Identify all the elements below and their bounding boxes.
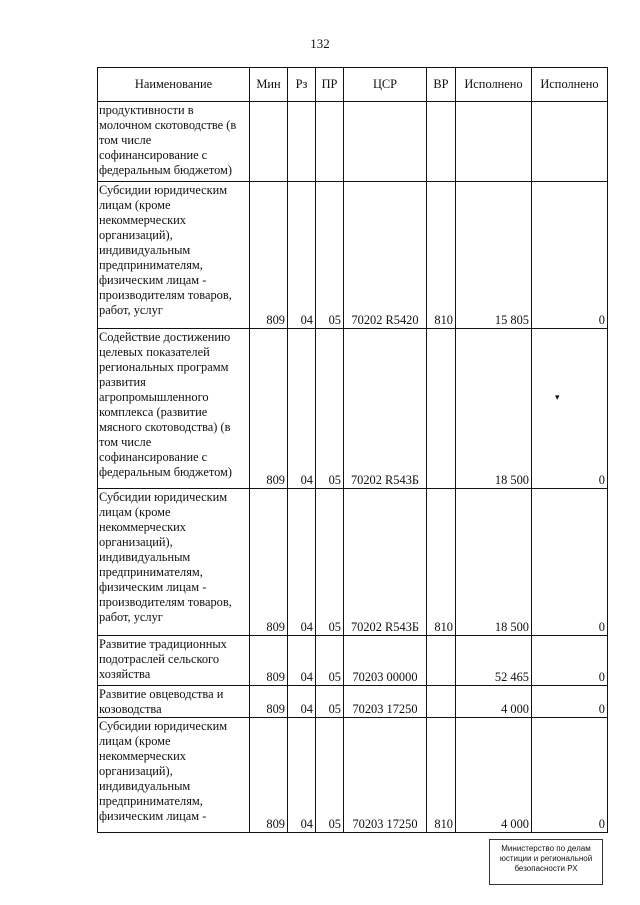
header-rz: Рз: [288, 68, 316, 102]
row-vr: 810: [427, 489, 456, 636]
stamp-line: юстиции и региональной: [499, 854, 593, 863]
table-row: [98, 686, 608, 718]
row-executed-1: 4 000: [456, 686, 532, 718]
row-executed-1: 18 500: [456, 329, 532, 489]
row-csr: 70203 17250: [344, 718, 427, 833]
row-vr: [427, 636, 456, 686]
row-csr: 70202 R543Б: [344, 329, 427, 489]
row-name: Субсидии юридическим лицам (кроме некоммерческих организаций), индивидуальным предпринимателям, физическим лицам -: [98, 718, 250, 833]
row-executed-2: 0: [532, 718, 608, 833]
header-min: Мин: [250, 68, 288, 102]
row-min: 809: [250, 718, 288, 833]
row-rz: [288, 102, 316, 182]
row-name: Субсидии юридическим лицам (кроме некоммерческих организаций), индивидуальным предпринимателям, физическим лицам - производителям товаров, работ, услуг: [98, 489, 250, 636]
row-executed-1: 4 000: [456, 718, 532, 833]
table-row: [98, 636, 608, 686]
row-executed-1: 52 465: [456, 636, 532, 686]
row-name: продуктивности в молочном скотоводстве (в том числе софинансирование с федеральным бюджетом): [98, 102, 250, 182]
row-vr: 810: [427, 182, 456, 329]
row-rz: 04: [288, 636, 316, 686]
row-pr: 05: [316, 718, 344, 833]
row-rz: 04: [288, 182, 316, 329]
row-csr: [344, 102, 427, 182]
header-executed-1: Исполнено: [456, 68, 532, 102]
row-executed-1: 18 500: [456, 489, 532, 636]
row-vr: 810: [427, 718, 456, 833]
table-header-row: [98, 68, 608, 102]
stray-mark: ▾: [555, 392, 560, 402]
row-executed-2: 0: [532, 329, 608, 489]
row-min: 809: [250, 686, 288, 718]
header-pr: ПР: [316, 68, 344, 102]
row-pr: [316, 102, 344, 182]
row-csr: 70202 R543Б: [344, 489, 427, 636]
table-row: [98, 489, 608, 636]
row-csr: 70203 17250: [344, 686, 427, 718]
row-min: 809: [250, 636, 288, 686]
row-rz: 04: [288, 718, 316, 833]
table-row: [98, 718, 608, 833]
row-vr: [427, 686, 456, 718]
row-executed-2: 0: [532, 182, 608, 329]
row-min: 809: [250, 329, 288, 489]
row-name: Развитие овцеводства и козоводства: [98, 686, 250, 718]
row-rz: 04: [288, 329, 316, 489]
row-name: Субсидии юридическим лицам (кроме некоммерческих организаций), индивидуальным предпринимателям, физическим лицам - производителям товаров, работ, услуг: [98, 182, 250, 329]
budget-table: [97, 67, 608, 833]
row-pr: 05: [316, 686, 344, 718]
row-min: 809: [250, 489, 288, 636]
header-vr: ВР: [427, 68, 456, 102]
stamp-line: безопасности РХ: [514, 864, 578, 873]
stamp-line: Министерство по делам: [501, 844, 591, 853]
page-number: 132: [310, 36, 330, 51]
registration-stamp: [489, 839, 603, 885]
row-executed-2: [532, 102, 608, 182]
row-executed-1: [456, 102, 532, 182]
header-executed-2: Исполнено: [532, 68, 608, 102]
row-pr: 05: [316, 182, 344, 329]
row-executed-2: 0: [532, 686, 608, 718]
header-name: Наименование: [98, 68, 250, 102]
row-rz: 04: [288, 489, 316, 636]
table-row: [98, 182, 608, 329]
row-executed-1: 15 805: [456, 182, 532, 329]
row-pr: 05: [316, 489, 344, 636]
table-row: [98, 329, 608, 489]
row-vr: [427, 329, 456, 489]
row-executed-2: 0: [532, 489, 608, 636]
row-min: 809: [250, 182, 288, 329]
row-csr: 70202 R5420: [344, 182, 427, 329]
row-name: Содействие достижению целевых показателей региональных программ развития агропромышленного комплекса (развитие мясного скотоводства) (в том числе софинансирование с федеральным бюджетом): [98, 329, 250, 489]
row-rz: 04: [288, 686, 316, 718]
table-row: [98, 102, 608, 182]
header-csr: ЦСР: [344, 68, 427, 102]
row-executed-2: 0: [532, 636, 608, 686]
row-vr: [427, 102, 456, 182]
row-pr: 05: [316, 329, 344, 489]
row-name: Развитие традиционных подотраслей сельского хозяйства: [98, 636, 250, 686]
row-min: [250, 102, 288, 182]
row-pr: 05: [316, 636, 344, 686]
row-csr: 70203 00000: [344, 636, 427, 686]
